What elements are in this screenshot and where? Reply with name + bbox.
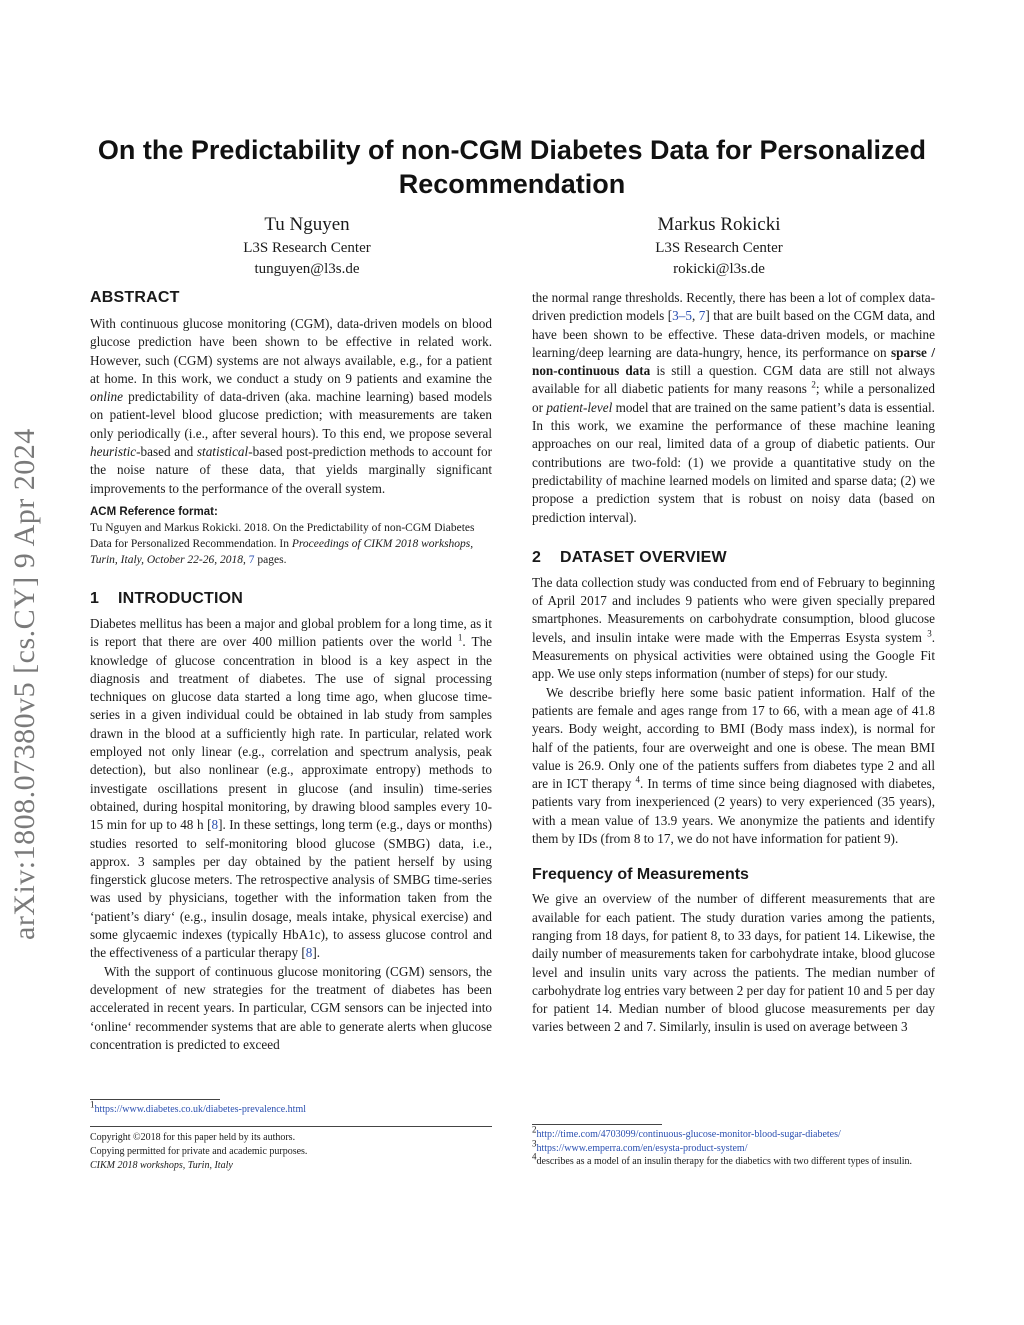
arxiv-identifier: arXiv:1808.07380v5 [cs.CY] 9 Apr 2024 [8, 428, 41, 940]
citation-link[interactable]: 8 [211, 817, 219, 833]
intro-continued-paragraph: the normal range thresholds. Recently, there has been a lot of complex data-driven prediction models [3–5, 7] that are built based on the CGM data, and have been shown to be effective. These data-driven models, or machine learning/deep learning are data-hungry, hence, its performance on sparse / non-continuous data is still a question. CGM data are still not always available for all diabetic patients for many reasons $^2$; while a personalized or patient-level model that are trained on the same patient’s data is essential. In this work, we examine the performance of these machine leaning approaches on our real, limited data of a group of diabetic patients. Our contributions are two-fold: (1) we provide a quantitative study on the predictability of machine learned models on limited and sparse data; (2) we propose a prediction system that is robust on noisy data (based on prediction interval). [532, 290, 936, 525]
right-column [532, 289, 935, 1037]
citation-link[interactable]: 3–5 [672, 308, 692, 324]
copyright-line-1: Copyright ©2018 for this paper held by its authors. [90, 1131, 296, 1143]
acm-reference-heading: ACM Reference format: [90, 505, 218, 518]
author-name: Markus Rokicki [657, 214, 781, 235]
dataset-heading: 2 DATASET OVERVIEW [532, 548, 727, 566]
copyright-line-2: Copying permitted for private and academic purposes. [90, 1145, 308, 1157]
author-email: rokicki@l3s.de [673, 261, 765, 277]
footnote-rule [532, 1124, 662, 1125]
author-name: Tu Nguyen [264, 214, 350, 235]
citation-link[interactable]: 8 [305, 945, 313, 961]
author-email: tunguyen@l3s.de [254, 261, 360, 277]
author-block-2 [569, 212, 869, 280]
abstract-heading: ABSTRACT [90, 289, 180, 306]
right-footnotes [532, 1124, 935, 1169]
frequency-paragraph: We give an overview of the number of different measurements that are available for each patient. The study duration varies among the patients, ranging from 18 days, for patient 8, to 33 days, for patient 14. Likewise, the daily number of measurements taken for carbohydrate intake, blood glucose level and insulin units vary across the patients. The median number of carbohydrate log entries vary between 2 per day for patient 10 and 5 per day for patient 14. Median number of blood glucose measurements per day varies between 2 and 7. Similarly, insulin is used on average between 3 [532, 891, 935, 1035]
footnote-marker[interactable]: 1 [457, 632, 463, 643]
author-block-1 [157, 212, 457, 280]
intro-heading: 1 INTRODUCTION [90, 589, 244, 607]
footnote-link[interactable]: https://www.emperra.com/en/esysta-product-system/ [536, 1142, 748, 1154]
footnote-rule [90, 1099, 220, 1100]
footnote-marker[interactable]: 3 [927, 628, 932, 639]
footnote-2: $^2$http://time.com/4703099/continuous-glucose-monitor-blood-sugar-diabetes/ [532, 1124, 841, 1140]
frequency-heading: Frequency of Measurements [532, 866, 749, 884]
dataset-paragraph-2: We describe briefly here some basic patient information. Half of the patients are female and ages range from 17 to 66, with a mean age of 41.8 years. Body weight, according to BMI (Body mass index), is normal for half of the patients, four are overweight and one is obese. The mean BMI value is 26.9. Only one of the patients suffers from diabetes type 2 and all are in ICT therapy $^4$. In terms of time since being diagnosed with diabetes, patients vary from inexperienced (2 years) to very experienced (35 years), with a mean value of 13.9 years. We anonymize the patients and identify them by IDs (from 8 to 17, we do not have information for patient 9). [532, 684, 935, 847]
citation-link[interactable]: 7 [698, 308, 706, 324]
paper-title: On the Predictability of non-CGM Diabetes Data for Personalized Recommendation [97, 135, 927, 199]
intro-paragraph-1: Diabetes mellitus has been a major and global problem for a long time, as it is report that there are over 400 million patients over the world $^1$. The knowledge of glucose concentration in blood is a key aspect in the diagnosis and treatment of diabetes. The use of signal processing techniques on glucose data started a long time ago, when glucose time-series in a given individual could be obtained in lab study from samples drawn in the blood at a sufficiently high rate. In particular, related work employed not only linear (e.g., correlation and spectrum analysis, peak detection), but also nonlinear (e.g., approximate entropy) methods to investigate oscillations present in glucose (and insulin) time-series obtained, during hospital monitoring, by drawing blood samples every 10-15 min for up to 48 h [8]. In these settings, long term (e.g., days or months) studies resorted to self-monitoring blood glucose (SMBG) data, i.e., approx. 3 samples per day obtained by the patient herself by using fingerstick glucose meters. The retrospective analysis of SMBG time-series was used by physicians, together with the information taken from the ‘patient’s diary‘ (e.g., insulin dosage, meals intake, physical exercise) and some glycaemic indexes (typically HbA1c), to assess glucose control and the effectiveness of a particular therapy [8]. [90, 615, 493, 961]
footnote-link[interactable]: http://time.com/4703099/continuous-glucose-monitor-blood-sugar-diabetes/ [536, 1129, 841, 1140]
left-footnotes [90, 1099, 492, 1173]
intro-paragraph-2: With the support of continuous glucose monitoring (CGM) sensors, the development of new strategies for the treatment of diabetes has been accelerated in recent years. In particular, CGM sensors can be injected into ‘online‘ recommender systems that are able to generate alerts when glucose concentration is predicted to exceed [90, 963, 492, 1052]
copyright-rule [90, 1126, 492, 1127]
author-affiliation: L3S Research Center [655, 240, 783, 256]
footnote-1: $^1$https://www.diabetes.co.uk/diabetes-prevalence.html [90, 1099, 307, 1115]
pages-link[interactable]: 7 [248, 553, 255, 566]
footnote-4: $^4$describes as a model of an insulin therapy for the diabetics with two different types of insulin. [532, 1151, 913, 1167]
footnote-marker[interactable]: 2 [811, 380, 816, 391]
acm-reference-text: Tu Nguyen and Markus Rokicki. 2018. On the Predictability of non-CGM Diabetes Data for Personalized Recommendation. In Proceedings of CIKM 2018 workshops, Turin, Italy, October 22-26, 2018, 7 pages. [90, 521, 475, 566]
abstract-text: With continuous glucose monitoring (CGM), data-driven models on blood glucose prediction have been shown to be effective in related work. However, such (CGM) systems are not always available, e.g., for a patient at home. In this work, we conduct a study on 9 patients and examine the online predictability of data-driven (aka. machine learning) based models on patient-level blood glucose prediction; with measurements are taken only periodically (i.e., after several hours). To this end, we propose several heuristic-based and statistical-based post-prediction methods to account for the noise nature of these data, that yields marginally significant improvements to the performance of the overall system. [90, 316, 492, 496]
footnote-marker[interactable]: 4 [635, 774, 640, 785]
copyright-line-3: CIKM 2018 workshops, Turin, Italy [90, 1159, 233, 1171]
author-affiliation: L3S Research Center [243, 240, 371, 256]
dataset-paragraph-1: The data collection study was conducted from end of February to beginning of April 2017 and includes 9 patients who were given specially prepared smartphones. Measurements on carbohydrate consumption, blood glucose levels, and insulin intake were made with the Emperras Esysta system $^3$. Measurements on physical activities were obtained using the Google Fit app. We use only steps information (number of steps) for our study. [532, 574, 935, 682]
footnote-link[interactable]: https://www.diabetes.co.uk/diabetes-prevalence.html [94, 1104, 307, 1115]
left-column [90, 289, 492, 1054]
footnote-3: $^3$https://www.emperra.com/en/esysta-product-system/ [532, 1138, 748, 1154]
